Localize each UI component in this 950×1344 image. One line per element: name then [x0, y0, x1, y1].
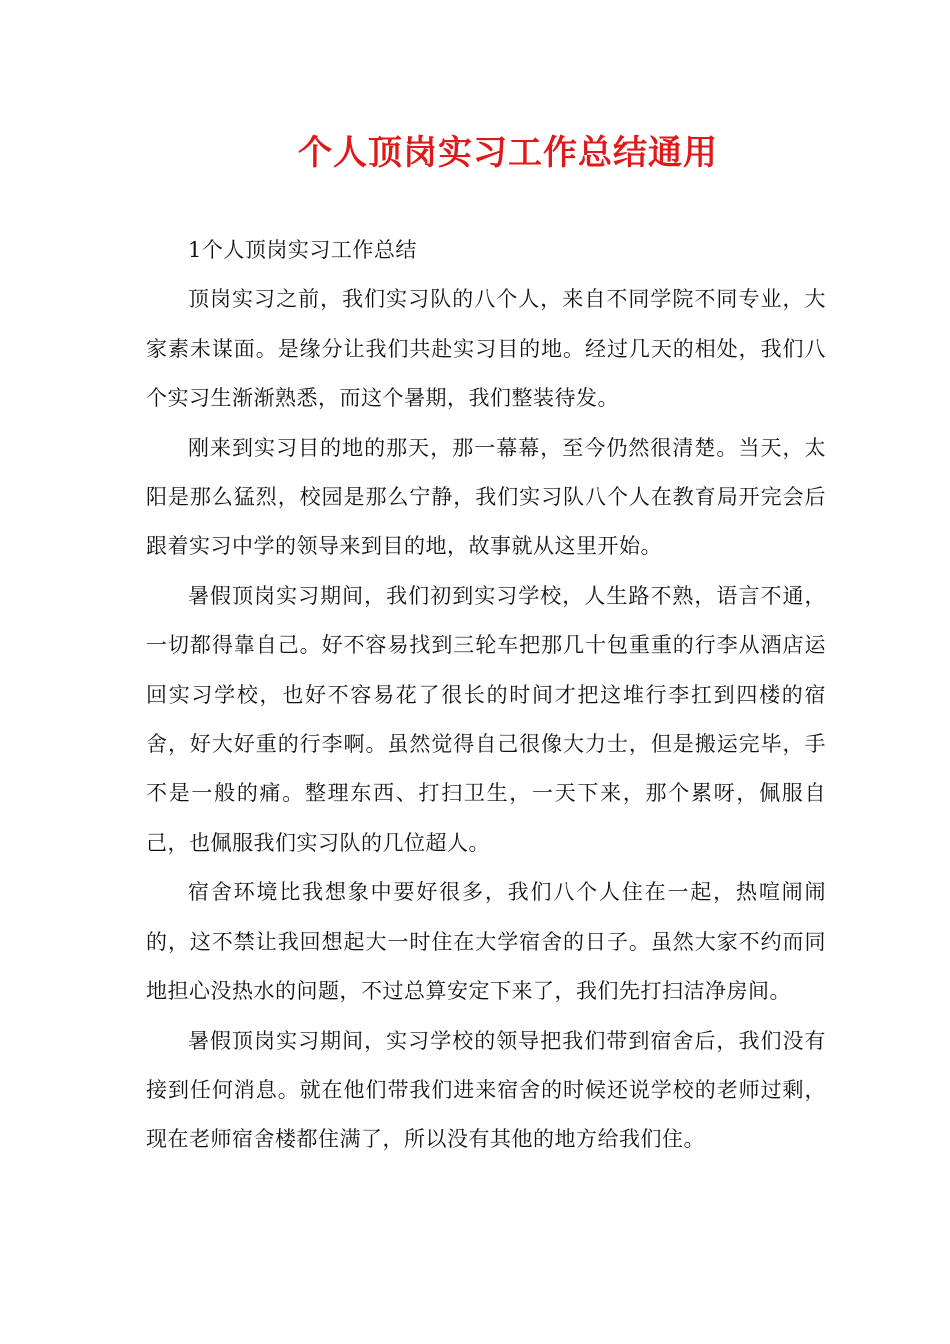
paragraph: 暑假顶岗实习期间，实习学校的领导把我们带到宿舍后，我们没有接到任何消息。就在他们带我们进来宿舍的时候还说学校的老师过剩，现在老师宿舍楼都住满了，所以没有其他的地方给我们住。: [146, 1028, 826, 1152]
section-heading: 1个人顶岗实习工作总结: [188, 238, 417, 262]
paragraph: 刚来到实习目的地的那天，那一幕幕，至今仍然很清楚。当天，太阳是那么猛烈，校园是那么宁静，我们实习队八个人在教育局开完会后跟着实习中学的领导来到目的地，故事就从这里开始。: [146, 435, 826, 559]
paragraph: 宿舍环境比我想象中要好很多，我们八个人住在一起，热喧闹闹的，这不禁让我回想起大一时住在大学宿舍的日子。虽然大家不约而同地担心没热水的问题，不过总算安定下来了，我们先打扫洁净房间。: [146, 880, 826, 1004]
paragraph: 暑假顶岗实习期间，我们初到实习学校，人生路不熟，语言不通，一切都得靠自己。好不容易找到三轮车把那几十包重重的行李从酒店运回实习学校，也好不容易花了很长的时间才把这堆行李扛到四楼的宿舍，好大好重的行李啊。虽然觉得自己很像大力士，但是搬运完毕，手不是一般的痛。整理东西、打扫卫生，一天下来，那个累呀，佩服自己，也佩服我们实习队的几位超人。: [146, 583, 826, 855]
paragraph: 顶岗实习之前，我们实习队的八个人，来自不同学院不同专业，大家素未谋面。是缘分让我们共赴实习目的地。经过几天的相处，我们八个实习生渐渐熟悉，而这个暑期，我们整装待发。: [146, 287, 826, 411]
document-body: [146, 226, 826, 1165]
document-title: 个人顶岗实习工作总结通用: [298, 133, 718, 173]
